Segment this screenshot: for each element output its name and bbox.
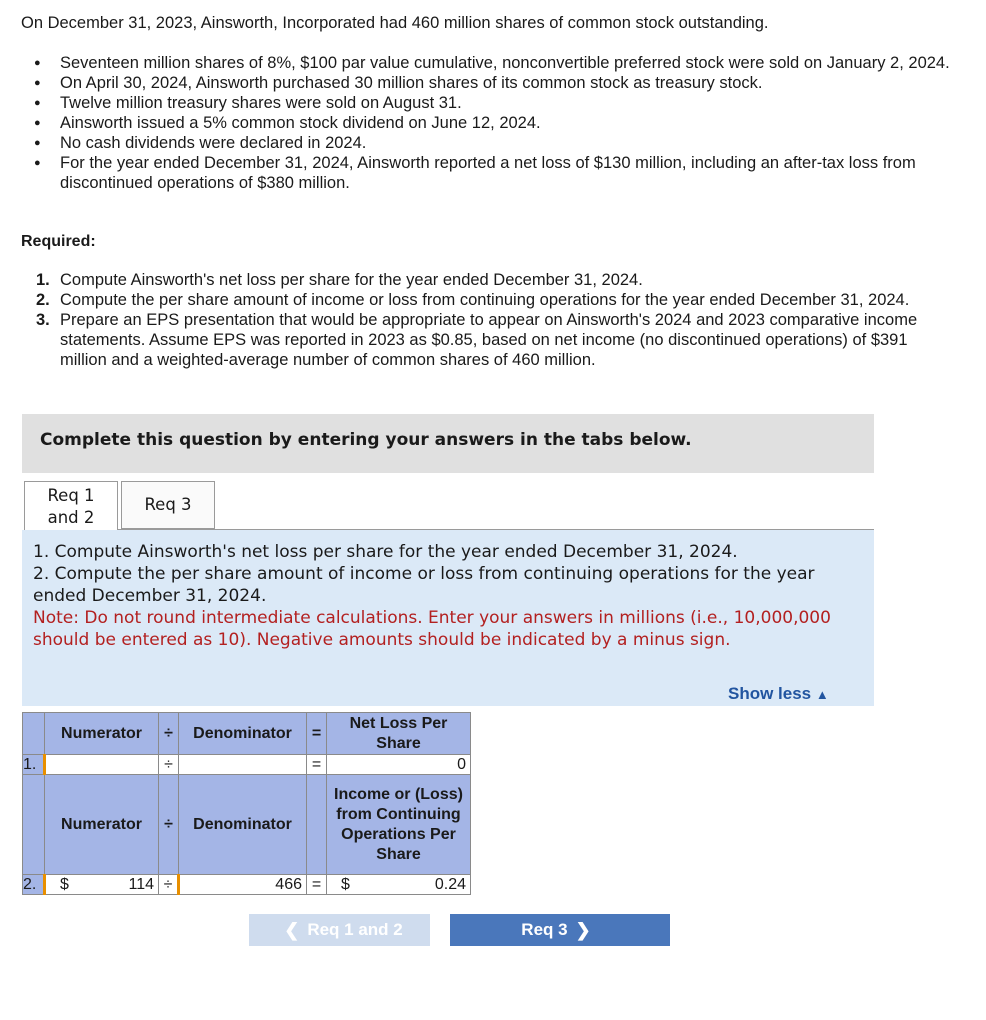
requirement-number: 2. (36, 291, 50, 309)
next-button-label: Req 3 (521, 920, 568, 939)
equals-sign: = (307, 875, 327, 895)
instruction-line: 2. Compute the per share amount of income or loss from continuing operations for the year ended December 31, 2024. (33, 564, 815, 606)
show-less-label: Show less (728, 684, 812, 703)
row-label-cell (23, 713, 45, 755)
currency-symbol: $ (60, 875, 69, 893)
complete-banner (22, 414, 874, 473)
net-loss-per-share-value: 0 (327, 755, 471, 775)
numerator-input-row2[interactable] (45, 875, 159, 895)
instruction-note: Note: Do not round intermediate calculations. Enter your answers in millions (i.e., 10,000,000 should be entered as 10). Negative amounts should be indicated by a minus sign. (33, 608, 831, 650)
equals-header: = (307, 713, 327, 755)
requirement-text: Prepare an EPS presentation that would be appropriate to appear on Ainsworth's 2024 and 2023 comparative income statements. Assume EPS was reported in 2023 as $0.85, based on net income (no discontinued operations) of $391 million and a weighted-average number of common shares of 460 million. (60, 311, 918, 369)
continuing-ops-per-share-value (327, 875, 471, 895)
prev-button-label: Req 1 and 2 (307, 920, 403, 939)
requirement-number: 1. (36, 271, 50, 289)
tab-label: Req 3 (144, 495, 192, 514)
facts-list (21, 53, 951, 193)
denominator-input-row1[interactable] (179, 755, 307, 775)
currency-symbol: $ (341, 875, 350, 893)
intro-text: On December 31, 2023, Ainsworth, Incorporated had 460 million shares of common stock outstanding. (21, 14, 769, 32)
tab-label: Req 1 and 2 (47, 485, 95, 527)
chevron-right-icon: ❯ (575, 919, 591, 940)
answer-table (22, 712, 471, 895)
requirement-item (21, 270, 931, 290)
net-loss-per-share-header: Net Loss Per Share (327, 713, 471, 755)
instruction-line: 1. Compute Ainsworth's net loss per share for the year ended December 31, 2024. (33, 542, 738, 562)
requirement-item (21, 310, 931, 370)
triangle-up-icon: ▲ (815, 687, 829, 702)
list-item: ● Seventeen million shares of 8%, $100 par value cumulative, nonconvertible preferred stock were sold on January 2, 2024. (21, 53, 951, 73)
divide-sign: ÷ (159, 755, 179, 775)
requirement-text: Compute the per share amount of income or loss from continuing operations for the year ended December 31, 2024. (60, 291, 910, 309)
numerator-value: 114 (128, 875, 154, 893)
requirement-item (21, 290, 931, 310)
numerator-header: Numerator (45, 775, 159, 875)
required-heading: Required: (21, 233, 96, 250)
equals-header (307, 775, 327, 875)
divide-sign: ÷ (159, 875, 179, 895)
divide-header: ÷ (159, 775, 179, 875)
numerator-input-row1[interactable] (45, 755, 159, 775)
requirements-list (21, 270, 931, 370)
divide-header: ÷ (159, 713, 179, 755)
list-item: ● On April 30, 2024, Ainsworth purchased 30 million shares of its common stock as treasury stock. (21, 73, 951, 93)
list-item: ● No cash dividends were declared in 2024. (21, 133, 951, 153)
prev-req-button[interactable] (249, 914, 430, 946)
denominator-header: Denominator (179, 775, 307, 875)
requirement-text: Compute Ainsworth's net loss per share for the year ended December 31, 2024. (60, 271, 643, 289)
list-item: ● For the year ended December 31, 2024, Ainsworth reported a net loss of $130 million, including an after-tax loss from discontinued operations of $380 million. (21, 153, 951, 193)
list-item: ● Twelve million treasury shares were sold on August 31. (21, 93, 951, 113)
complete-banner-text: Complete this question by entering your answers in the tabs below. (40, 430, 692, 450)
next-req-button[interactable] (450, 914, 670, 946)
requirement-number: 3. (36, 311, 50, 329)
tab-req-3[interactable] (121, 481, 215, 529)
row-label: 2. (23, 875, 45, 895)
list-item: ● Ainsworth issued a 5% common stock dividend on June 12, 2024. (21, 113, 951, 133)
numerator-header: Numerator (45, 713, 159, 755)
row-label-cell (23, 775, 45, 875)
continuing-ops-per-share-header: Income or (Loss) from Continuing Operations Per Share (327, 775, 471, 875)
show-less-link[interactable] (728, 684, 829, 704)
denominator-header: Denominator (179, 713, 307, 755)
tab-req-1-and-2[interactable] (24, 481, 118, 531)
equals-sign: = (307, 755, 327, 775)
result-value: 0.24 (434, 875, 466, 893)
row-label: 1. (23, 755, 45, 775)
chevron-left-icon: ❮ (284, 919, 300, 940)
instruction-panel (22, 530, 874, 706)
denominator-input-row2[interactable]: 466 (179, 875, 307, 895)
